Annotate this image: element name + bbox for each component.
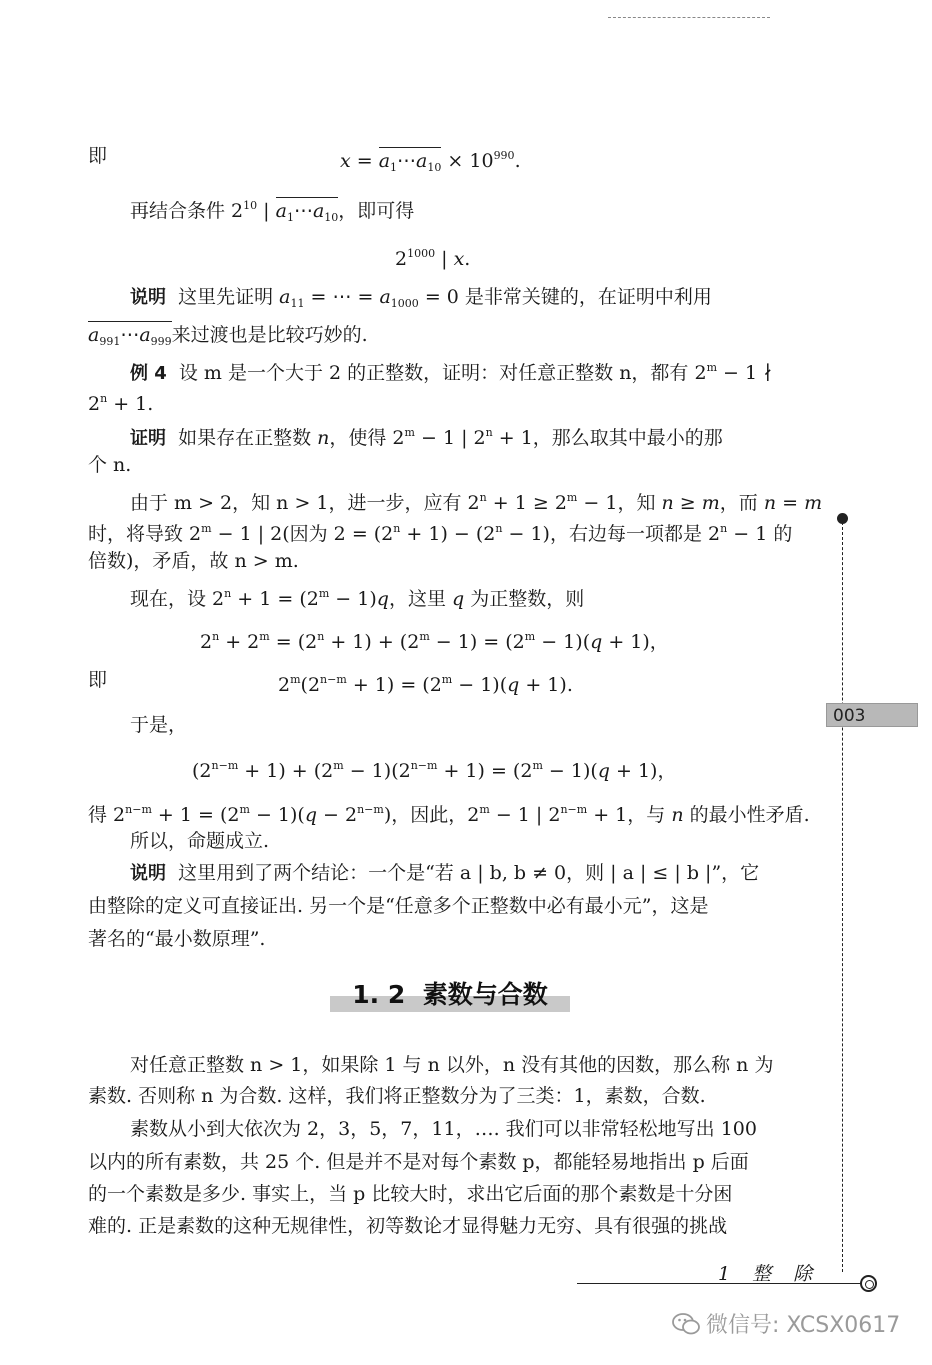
- remark-2-line-3: 著名的“最小数原理”.: [88, 928, 266, 950]
- wechat-icon: [672, 1313, 700, 1335]
- example-4-cont: $2^n + 1$.: [88, 392, 154, 415]
- proof-line-3: 由于 m > 2，知 n > 1，进一步，应有 $2^n + 1 \ge 2^m - 1$，知 n ≥ m，而 n = m: [130, 491, 823, 514]
- page-number-tab: 003: [826, 703, 918, 727]
- footer-rule: [577, 1283, 862, 1284]
- proof-line-6: 现在，设 $2^n + 1 = (2^m - 1)q$，这里 q 为正整数，则: [130, 587, 585, 610]
- watermark-text: 微信号: XCSX0617: [706, 1313, 901, 1338]
- footer-circle-ornament: [860, 1275, 877, 1292]
- proof-start: 证明 如果存在正整数 n，使得 $2^m - 1$ | $2^n + 1$，那么取其中最小的那: [130, 426, 723, 449]
- line-2: 再结合条件 $2^{10}$ | $a_1\cdots a_{10}$，即可得: [130, 199, 415, 224]
- proof-line-8: 于是，: [130, 714, 188, 736]
- proof-line-10: 得 $2^{n-m} + 1 = (2^m - 1)(q - 2^{n-m})$，因此，$2^m - 1$ | $2^{n-m} + 1$，与 n 的最小性矛盾.: [88, 803, 810, 826]
- top-decorative-dash: [608, 17, 770, 18]
- equation-5: $(2^{n-m} + 1) + (2^m - 1)(2^{n-m} + 1) = (2^m - 1)(q + 1)$，: [192, 759, 677, 782]
- section-para-1-line-2: 素数. 否则称 n 为合数. 这样，我们将正整数分为了三类：1，素数，合数.: [88, 1085, 706, 1107]
- section-para-1-line-1: 对任意正整数 n > 1，如果除 1 与 n 以外，n 没有其他的因数，那么称 n 为: [130, 1054, 774, 1076]
- section-para-2-line-3: 的一个素数是多少. 事实上，当 p 比较大时，求出它后面的那个素数是十分困: [88, 1183, 733, 1205]
- watermark: [672, 1308, 900, 1339]
- remark-1: 说明 这里先证明 $a_{11}$ = ⋯ = $a_{1000} = 0$ 是非常关键的，在证明中利用: [130, 286, 712, 310]
- section-para-2-line-4: 难的. 正是素数的这种无规律性，初等数论才显得魅力无穷、具有很强的挑战: [88, 1215, 728, 1237]
- example-4: 例 4 设 m 是一个大于 2 的正整数，证明：对任意正整数 n，都有 $2^m - 1$ ∤: [130, 361, 773, 384]
- remark-2: 说明 这里用到了两个结论：一个是“若 a | b, b ≠ 0，则 | a | ≤ | b |”，它: [130, 862, 760, 884]
- equation-4: $2^m(2^{n-m} + 1) = (2^m - 1)(q + 1)$.: [278, 673, 573, 696]
- proof-line-11: 所以，命题成立.: [130, 830, 270, 852]
- line-1-label: 即: [88, 145, 108, 167]
- line-7-label: 即: [88, 669, 108, 691]
- footer-chapter: 1 整 除: [718, 1263, 821, 1285]
- equation-1: $x = a_1\cdots a_{10} \times 10^{990}$.: [340, 149, 521, 174]
- section-para-2-line-1: 素数从小到大依次为 2，3，5，7，11，…. 我们可以非常轻松地写出 100: [130, 1118, 757, 1140]
- equation-3: $2^n + 2^m = (2^n + 1) + (2^m - 1) = (2^m - 1)(q + 1)$，: [200, 630, 669, 653]
- equation-2: $2^{1000}$ | x.: [395, 247, 471, 270]
- remark-1-cont: $a_{991}\cdots a_{999}$来过渡也是比较巧妙的.: [88, 322, 368, 355]
- section-title: 素数与合数: [422, 980, 548, 1009]
- margin-rail: [842, 522, 843, 1272]
- section-number: 1. 2: [352, 980, 406, 1009]
- proof-line-5: 倍数)，矛盾，故 n > m.: [88, 550, 299, 572]
- proof-line-4: 时，将导致 $2^m - 1$ | 2(因为 $2 = (2^n + 1) - (2^n - 1)$，右边每一项都是 $2^n - 1$ 的: [88, 522, 793, 545]
- section-para-2-line-2: 以内的所有素数，共 25 个. 但是并不是对每个素数 p，都能轻易地指出 p 后面: [88, 1151, 749, 1173]
- proof-line-2: 个 n.: [88, 454, 132, 476]
- section-heading: [330, 978, 570, 1012]
- remark-2-line-2: 由整除的定义可直接证出. 另一个是“任意多个正整数中必有最小元”，这是: [88, 895, 709, 917]
